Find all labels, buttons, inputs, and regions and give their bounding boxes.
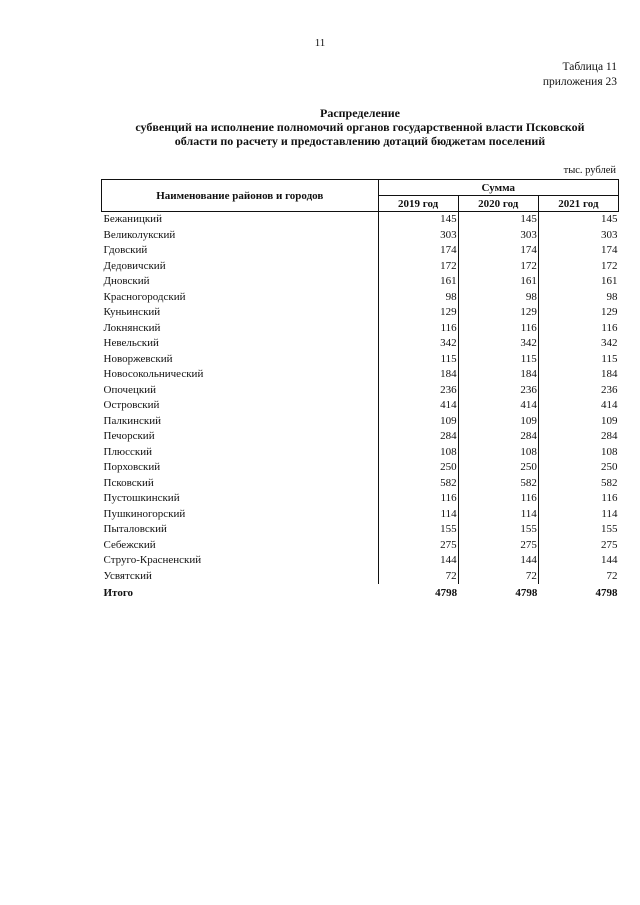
- table-row: [102, 553, 619, 569]
- value-cell: 174: [458, 243, 538, 259]
- total-label: Итого: [103, 587, 134, 600]
- value-cell: 72: [538, 569, 618, 585]
- value-cell: 236: [458, 383, 538, 399]
- value-cell: 109: [538, 414, 618, 430]
- table-row: [102, 243, 619, 259]
- value-cell: 275: [458, 538, 538, 554]
- value-cell: 114: [378, 507, 458, 523]
- title-line-1: Распределение: [319, 106, 401, 120]
- district-name: Дновский: [103, 275, 150, 288]
- district-name: Струго-Красненский: [103, 554, 202, 567]
- value-cell: 284: [378, 429, 458, 445]
- value-cell: 414: [458, 398, 538, 414]
- value-cell: 115: [378, 352, 458, 368]
- table-row: [102, 367, 619, 383]
- total-row: [102, 584, 619, 602]
- value-cell: 109: [458, 414, 538, 430]
- value-cell: 275: [538, 538, 618, 554]
- value-cell: 108: [458, 445, 538, 461]
- value-cell: 184: [378, 367, 458, 383]
- table-row: [102, 274, 619, 290]
- district-name: Печорский: [103, 430, 155, 443]
- value-cell: 303: [458, 228, 538, 244]
- value-cell: 4798: [595, 587, 618, 600]
- value-cell: 582: [538, 476, 618, 492]
- table-row: [102, 538, 619, 554]
- district-name: Бежаницкий: [103, 213, 162, 226]
- table-row: [102, 445, 619, 461]
- units-label: тыс. рублей: [563, 165, 616, 176]
- value-cell: 129: [458, 305, 538, 321]
- district-name: Опочецкий: [103, 383, 156, 396]
- value-cell: 342: [538, 336, 618, 352]
- value-cell: 98: [538, 290, 618, 306]
- value-cell: 184: [538, 367, 618, 383]
- district-name: Куньинский: [103, 306, 161, 319]
- table-row: [102, 414, 619, 430]
- district-name: Новосокольнический: [103, 368, 204, 381]
- district-name: Себежский: [103, 538, 156, 551]
- value-cell: 250: [458, 460, 538, 476]
- value-cell: 250: [378, 460, 458, 476]
- district-name: Локнянский: [103, 321, 161, 334]
- value-cell: 115: [458, 352, 538, 368]
- value-cell: 275: [378, 538, 458, 554]
- table-row: [102, 228, 619, 244]
- value-cell: 161: [458, 274, 538, 290]
- district-name: Пыталовский: [103, 523, 167, 536]
- district-name: Порховский: [103, 461, 161, 474]
- subvention-table: [101, 179, 619, 602]
- header-name: Наименование районов и городов: [102, 180, 379, 212]
- title-line-2: субвенций на исполнение полномочий органов государственной власти Псковской: [135, 120, 585, 134]
- value-cell: 145: [538, 212, 618, 228]
- value-cell: 116: [538, 321, 618, 337]
- value-cell: 414: [378, 398, 458, 414]
- value-cell: 72: [378, 569, 458, 585]
- value-cell: 161: [538, 274, 618, 290]
- district-name: Красногородский: [103, 290, 186, 303]
- value-cell: 172: [458, 259, 538, 275]
- table-row: [102, 383, 619, 399]
- district-name: Новоржевский: [103, 352, 173, 365]
- table-row: [102, 522, 619, 538]
- district-name: Палкинский: [103, 414, 162, 427]
- value-cell: 174: [538, 243, 618, 259]
- table-body: [102, 212, 619, 602]
- value-cell: 155: [458, 522, 538, 538]
- value-cell: 250: [538, 460, 618, 476]
- value-cell: 4798: [435, 587, 458, 600]
- value-cell: 414: [538, 398, 618, 414]
- district-name: Пустошкинский: [103, 492, 180, 505]
- value-cell: 161: [378, 274, 458, 290]
- value-cell: 155: [538, 522, 618, 538]
- value-cell: 284: [538, 429, 618, 445]
- value-cell: 172: [538, 259, 618, 275]
- header-year-2020: 2020 год: [458, 196, 538, 212]
- value-cell: 115: [538, 352, 618, 368]
- value-cell: 303: [538, 228, 618, 244]
- table-row: [102, 460, 619, 476]
- value-cell: 129: [378, 305, 458, 321]
- value-cell: 342: [458, 336, 538, 352]
- value-cell: 236: [538, 383, 618, 399]
- value-cell: 582: [458, 476, 538, 492]
- caption-line-2: приложения 23: [542, 76, 617, 88]
- caption-line-1: Таблица 11: [562, 61, 617, 73]
- value-cell: 114: [458, 507, 538, 523]
- value-cell: 116: [378, 321, 458, 337]
- district-name: Псковский: [103, 476, 154, 489]
- table-row: [102, 305, 619, 321]
- value-cell: 174: [378, 243, 458, 259]
- table-row: [102, 491, 619, 507]
- table-row: [102, 321, 619, 337]
- value-cell: 145: [378, 212, 458, 228]
- title-line-3: области по расчету и предоставлению дотаций бюджетам поселений: [174, 134, 546, 148]
- district-name: Великолукский: [103, 228, 176, 241]
- table-row: [102, 259, 619, 275]
- value-cell: 236: [378, 383, 458, 399]
- header-year-2019: 2019 год: [378, 196, 458, 212]
- table-row: [102, 507, 619, 523]
- table-row: [102, 290, 619, 306]
- value-cell: 144: [538, 553, 618, 569]
- value-cell: 109: [378, 414, 458, 430]
- value-cell: 129: [538, 305, 618, 321]
- table-row: [102, 352, 619, 368]
- header-year-2021: 2021 год: [538, 196, 618, 212]
- district-name: Плюсский: [103, 445, 153, 458]
- district-name: Гдовский: [103, 244, 148, 257]
- header-sum: Сумма: [378, 180, 618, 196]
- page-number: 11: [314, 37, 326, 49]
- value-cell: 108: [538, 445, 618, 461]
- value-cell: 582: [378, 476, 458, 492]
- value-cell: 116: [458, 491, 538, 507]
- table-row: [102, 429, 619, 445]
- table-caption: [543, 60, 617, 90]
- district-name: Невельский: [103, 337, 159, 350]
- value-cell: 98: [458, 290, 538, 306]
- table-row: [102, 569, 619, 585]
- value-cell: 172: [378, 259, 458, 275]
- table-row: [102, 336, 619, 352]
- value-cell: 108: [378, 445, 458, 461]
- table-row: [102, 398, 619, 414]
- value-cell: 116: [538, 491, 618, 507]
- value-cell: 4798: [515, 587, 538, 600]
- value-cell: 145: [458, 212, 538, 228]
- district-name: Островский: [103, 399, 160, 412]
- document-title: [60, 106, 640, 148]
- table-row: [102, 212, 619, 228]
- table-row: [102, 476, 619, 492]
- district-name: Дедовичский: [103, 259, 166, 272]
- value-cell: 184: [458, 367, 538, 383]
- value-cell: 155: [378, 522, 458, 538]
- value-cell: 144: [378, 553, 458, 569]
- value-cell: 98: [378, 290, 458, 306]
- value-cell: 342: [378, 336, 458, 352]
- district-name: Усвятский: [103, 569, 152, 582]
- value-cell: 116: [458, 321, 538, 337]
- value-cell: 72: [458, 569, 538, 585]
- value-cell: 284: [458, 429, 538, 445]
- value-cell: 114: [538, 507, 618, 523]
- value-cell: 144: [458, 553, 538, 569]
- value-cell: 303: [378, 228, 458, 244]
- value-cell: 116: [378, 491, 458, 507]
- district-name: Пушкиногорский: [103, 507, 186, 520]
